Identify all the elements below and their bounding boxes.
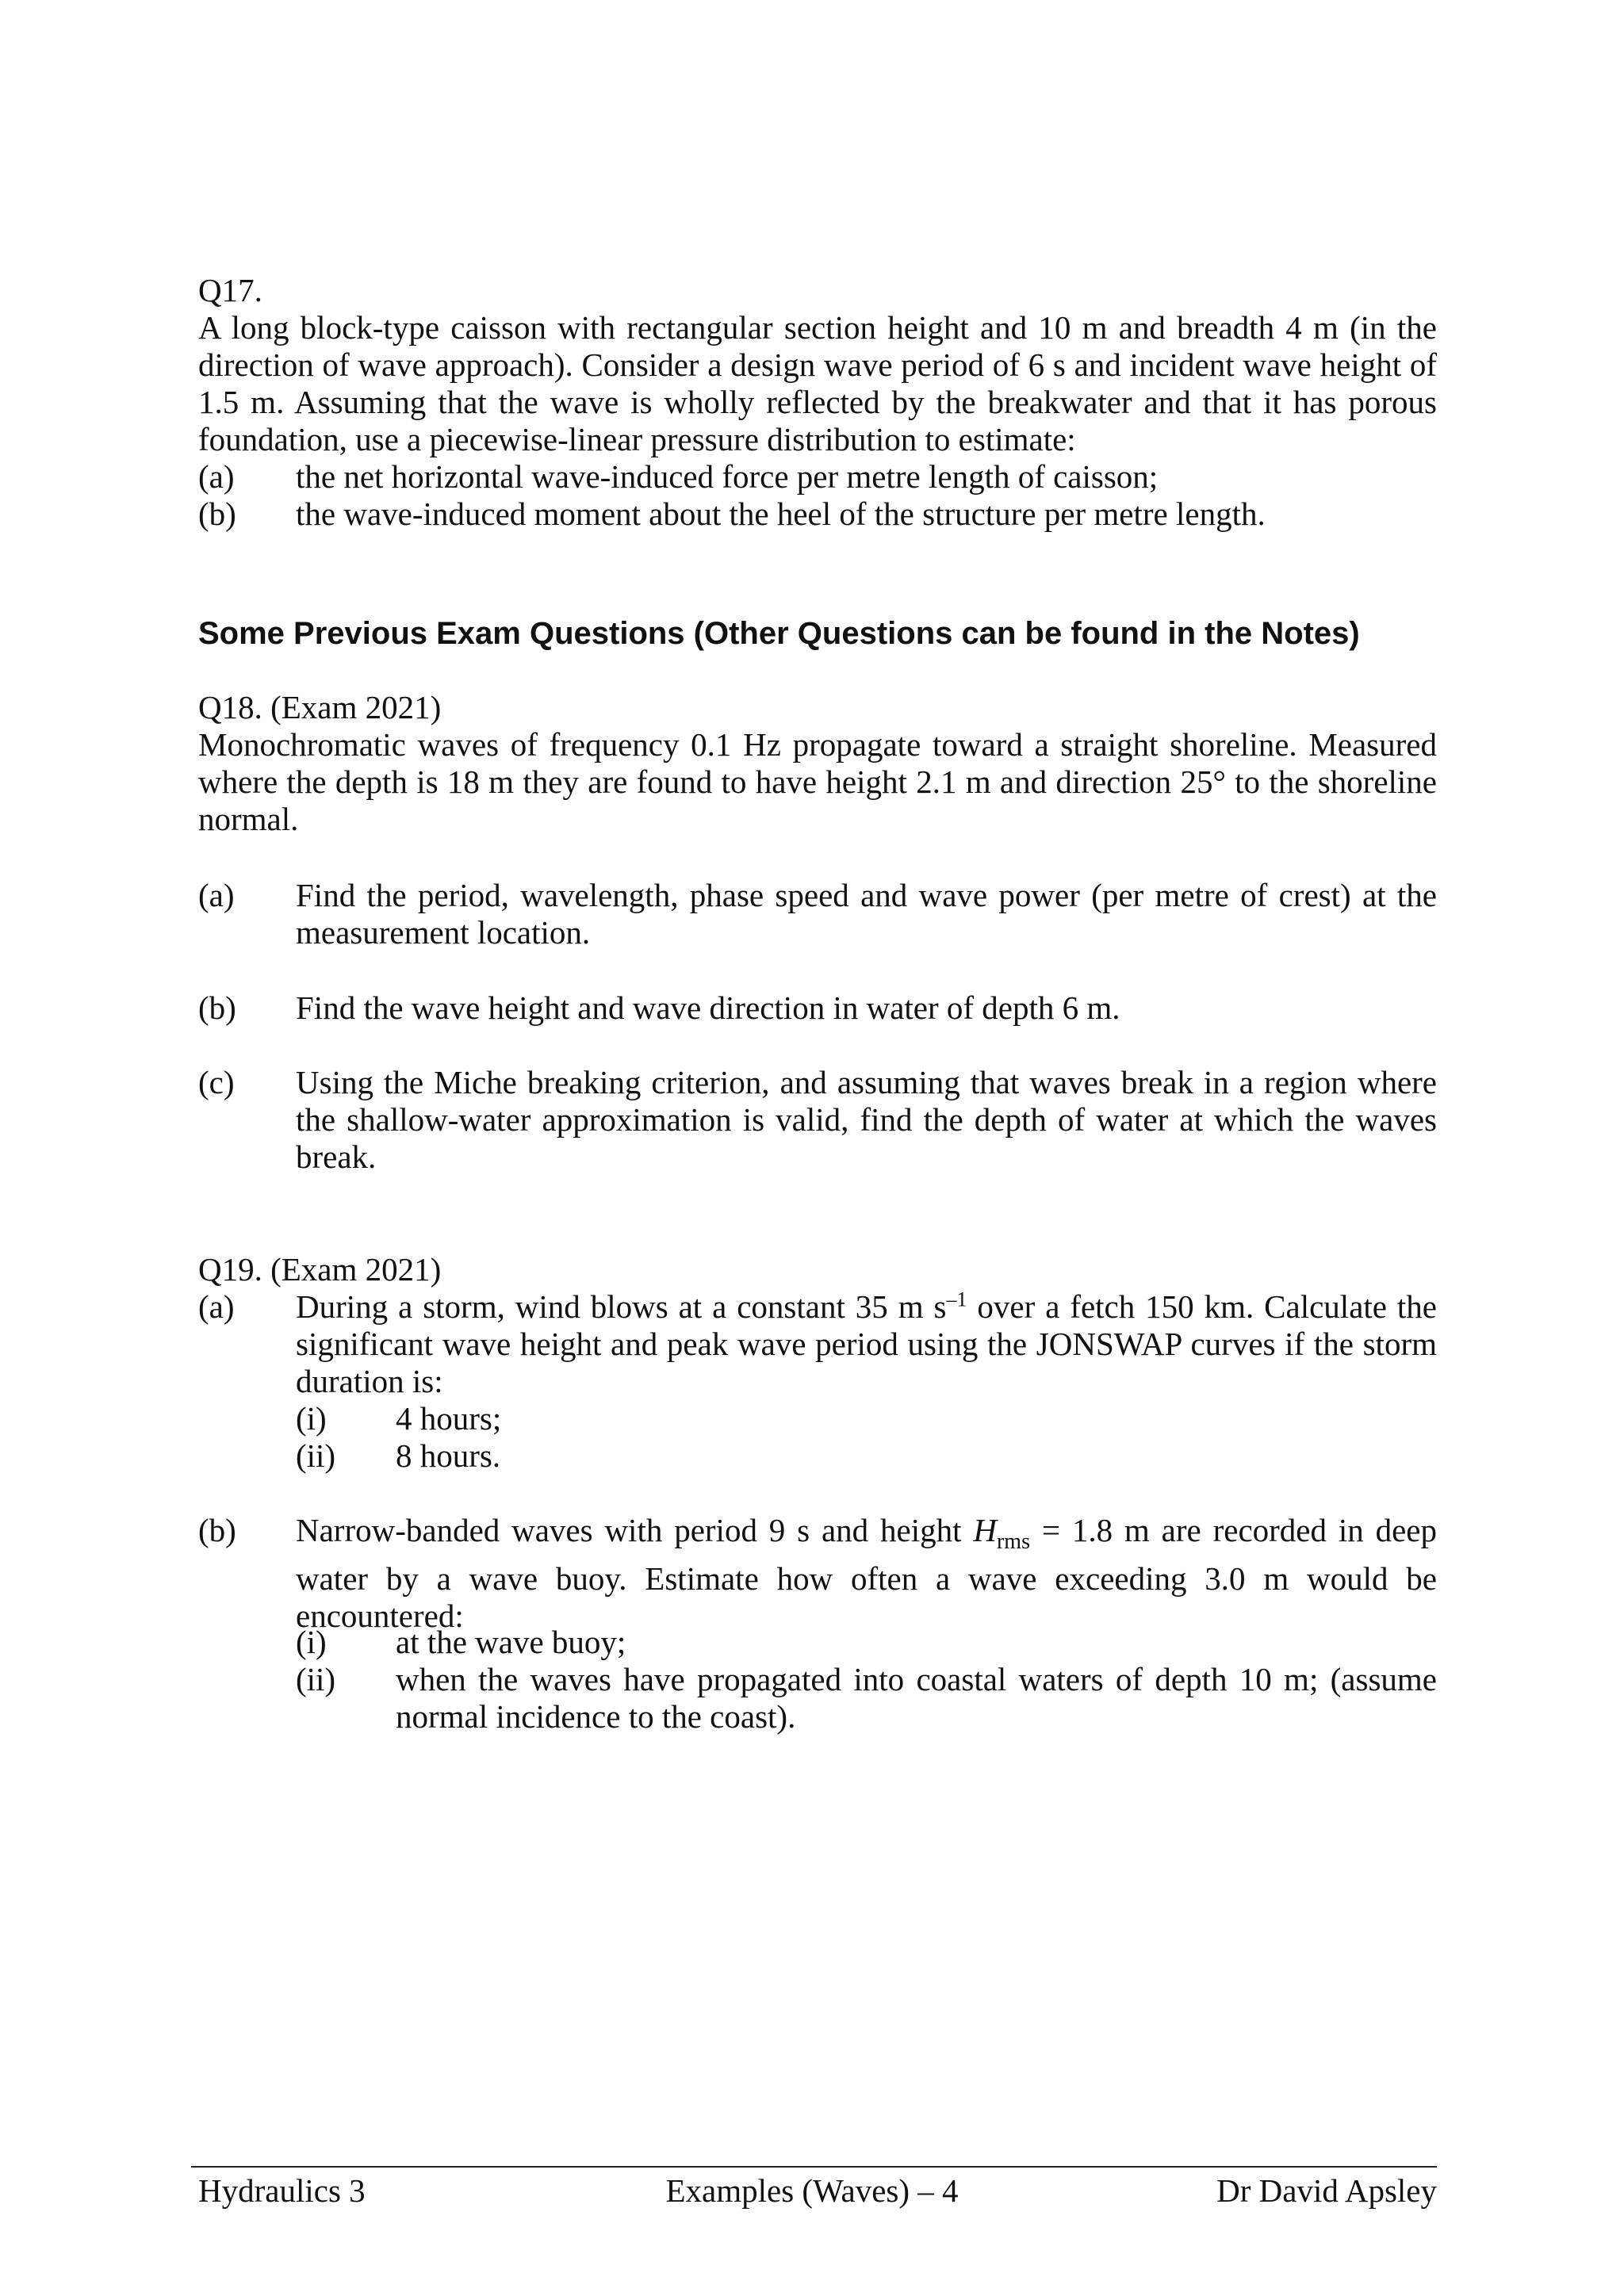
- q19-part-b-text-1: Narrow-banded waves with period 9 s and height: [296, 1512, 974, 1548]
- footer-left: Hydraulics 3: [198, 2172, 366, 2209]
- q19-part-b-sub-ii-label: (ii): [296, 1661, 336, 1697]
- q18-title: Q18. (Exam 2021): [198, 689, 442, 725]
- q18-body: Monochromatic waves of frequency 0.1 Hz propagate toward a straight shoreline. Measured where the depth is 18 m they are found to have height 2.1 m and direction 25° to the shoreline normal.: [198, 726, 1437, 837]
- q19-part-a-sub-ii-label: (ii): [296, 1437, 336, 1474]
- section-heading: Some Previous Exam Questions (Other Questions can be found in the Notes): [198, 616, 1360, 651]
- q19-part-b-text-2: = 1.8 m are recorded in deep water by a wave buoy. Estimate how often a wave exceeding 3.0 m would be encountered:: [296, 1512, 1437, 1635]
- footer-center: Examples (Waves) – 4: [665, 2172, 959, 2209]
- q17-part-b-text: the wave-induced moment about the heel of the structure per metre length.: [296, 496, 1266, 532]
- footer-rule: [191, 2166, 1437, 2168]
- q19-part-b-sub-ii-text: when the waves have propagated into coastal waters of depth 10 m; (assume normal incidence to the coast).: [396, 1661, 1437, 1735]
- q19-part-b-sub-i-text: at the wave buoy;: [396, 1624, 626, 1660]
- q17-part-a-text: the net horizontal wave-induced force per metre length of caisson;: [296, 458, 1159, 495]
- q18-part-a-text: Find the period, wavelength, phase speed and wave power (per metre of crest) at the measurement location.: [296, 877, 1437, 951]
- q17-part-a-label: (a): [198, 458, 235, 495]
- h-rms-subscript: rms: [996, 1529, 1030, 1555]
- q17-part-b-label: (b): [198, 496, 236, 532]
- q19-part-a-superscript: –1: [946, 1288, 967, 1311]
- q19-part-a-text: [296, 1288, 1437, 1400]
- q19-title: Q19. (Exam 2021): [198, 1251, 442, 1288]
- q19-part-a-sub-ii-text: 8 hours.: [396, 1437, 501, 1474]
- q19-part-b-sub-i-label: (i): [296, 1624, 327, 1660]
- q19-part-a-sub-i-text: 4 hours;: [396, 1400, 502, 1437]
- q17-body: A long block-type caisson with rectangular section height and 10 m and breadth 4 m (in the direction of wave approach). Consider a design wave period of 6 s and incident wave height of 1.5 m. Assuming that the wave is wholly reflected by the breakwater and that it has porous foundation, use a piecewise-linear pressure distribution to estimate:: [198, 309, 1437, 457]
- q19-part-a-text-2: over a fetch 150 km. Calculate the significant wave height and peak wave period using the JONSWAP curves if the storm duration is:: [296, 1288, 1437, 1399]
- q19-part-a-label: (a): [198, 1288, 235, 1325]
- q19-part-b-text: [296, 1512, 1437, 1635]
- q17-title: Q17.: [198, 272, 262, 308]
- q18-part-c-label: (c): [198, 1064, 235, 1100]
- q18-part-b-label: (b): [198, 989, 236, 1026]
- q19-part-a-text-1: During a storm, wind blows at a constant 35 m s: [296, 1288, 947, 1325]
- q18-part-a-label: (a): [198, 877, 235, 913]
- footer-right: Dr David Apsley: [1216, 2172, 1437, 2209]
- q19-part-b-label: (b): [198, 1512, 236, 1548]
- q19-part-a-sub-i-label: (i): [296, 1400, 327, 1437]
- q18-part-c-text: Using the Miche breaking criterion, and assuming that waves break in a region where the shallow-water approximation is valid, find the depth of water at which the waves break.: [296, 1064, 1437, 1175]
- q18-part-b-text: Find the wave height and wave direction in water of depth 6 m.: [296, 989, 1120, 1026]
- h-rms-symbol: H: [973, 1512, 997, 1548]
